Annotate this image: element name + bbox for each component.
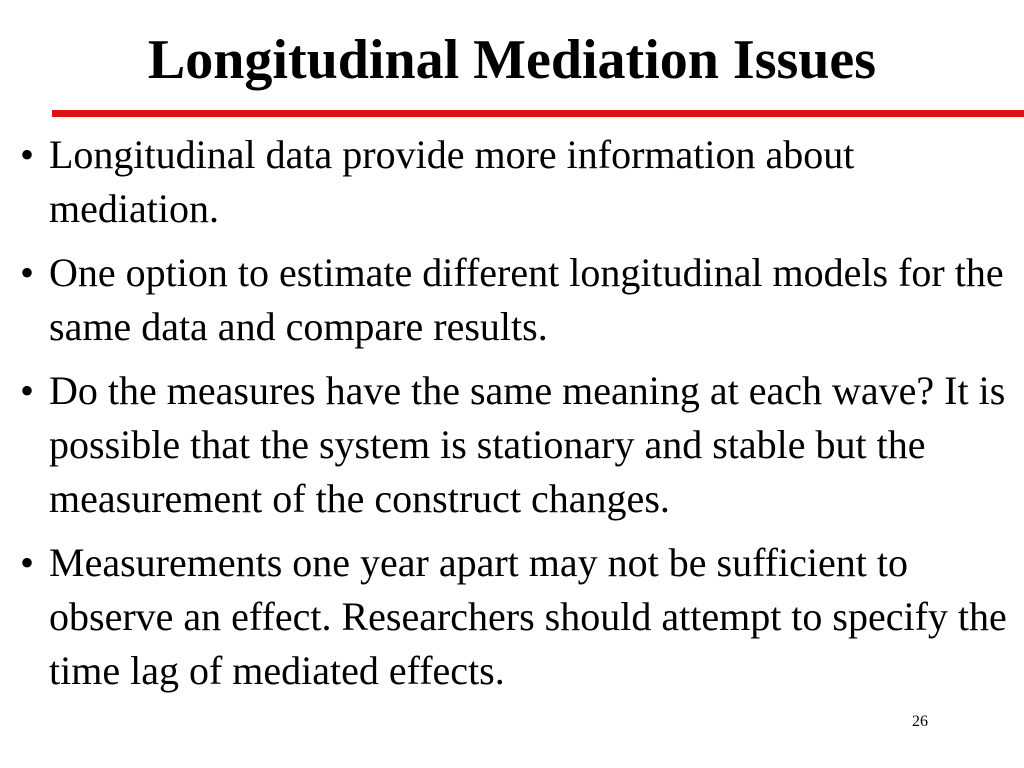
bullet-icon: • [20, 132, 35, 177]
bullet-text-3: Do the measures have the same meaning at each wave? It is possible that the system is stationary and stable but the measurement of the construct changes. [49, 368, 1006, 521]
slide-title: Longitudinal Mediation Issues [147, 29, 877, 91]
bullet-item-4 [20, 536, 1020, 698]
bullet-text-4: Measurements one year apart may not be sufficient to observe an effect. Researchers should attempt to specify the time lag of mediated effects. [49, 540, 1007, 693]
bullet-text-1: Longitudinal data provide more information about mediation. [49, 132, 855, 231]
bullet-item-1 [20, 128, 1020, 236]
bullet-item-3 [20, 364, 1020, 526]
bullet-icon: • [20, 368, 35, 413]
bullet-text-2: One option to estimate different longitudinal models for the same data and compare results. [49, 250, 1004, 349]
bullet-icon: • [20, 540, 35, 585]
bullet-list [20, 128, 1020, 708]
page-number: 26 [912, 713, 928, 730]
bullet-icon: • [20, 250, 35, 295]
title-divider [52, 110, 1024, 117]
bullet-item-2 [20, 246, 1020, 354]
